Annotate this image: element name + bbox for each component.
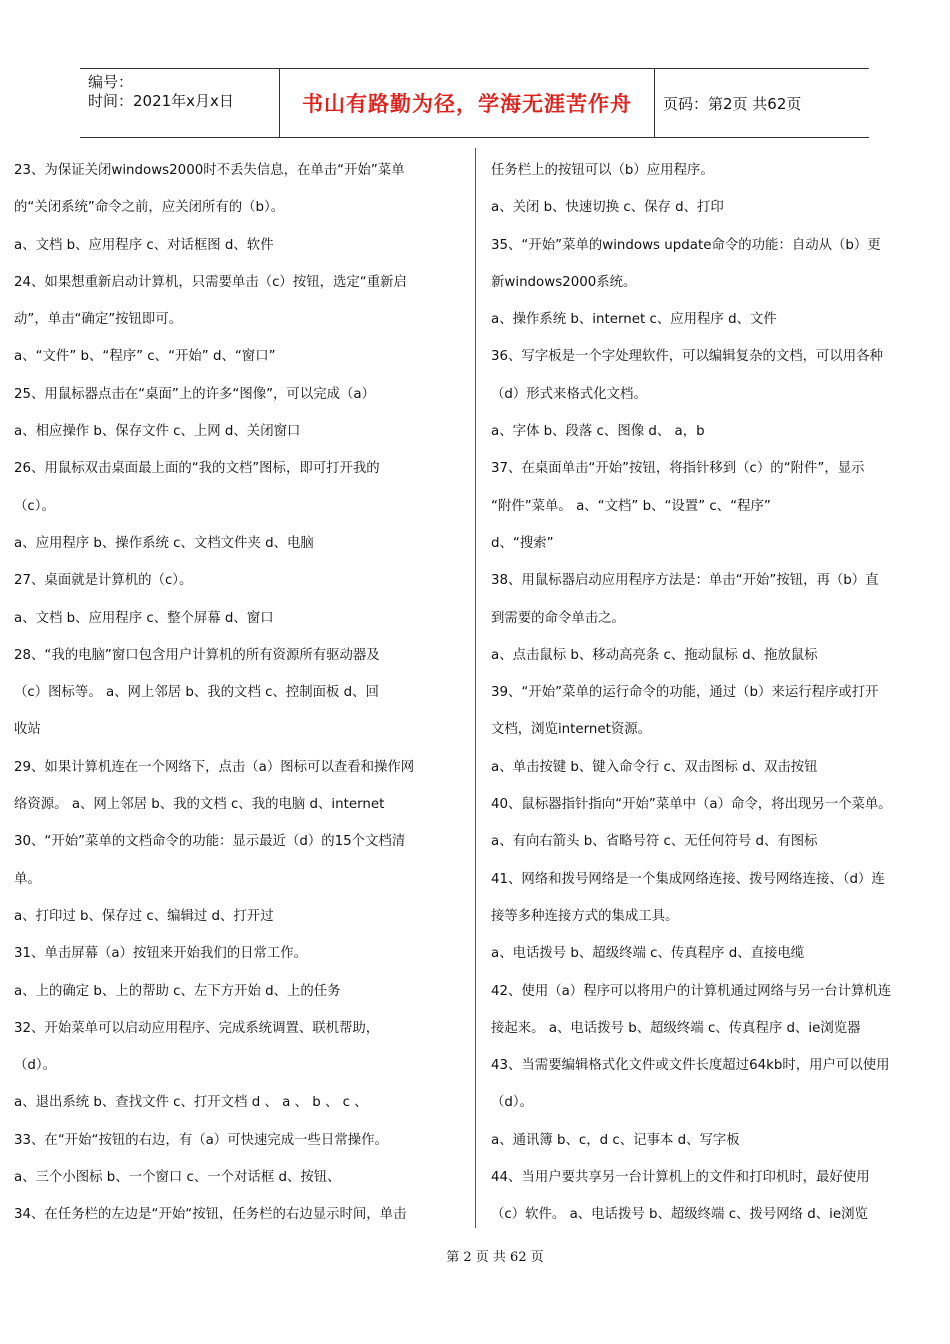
text-line: （d）形式来格式化文档。 <box>491 386 647 402</box>
text-line: 32、开始菜单可以启动应用程序、完成系统调置、联机帮助， <box>14 1020 380 1036</box>
text-line: 36、写字板是一个字处理软件，可以编辑复杂的文档，可以用各种 <box>491 349 883 365</box>
text-line: a、文档 b、应用程序 c、对话框图 d、软件 <box>14 237 274 253</box>
text-line: a、“文件” b、“程序” c、“开始” d、“窗口” <box>14 349 276 365</box>
column-divider <box>475 148 476 1228</box>
text-line: 42、使用（a）程序可以将用户的计算机通过网络与另一台计算机连 <box>491 983 892 999</box>
text-line: 络资源。 a、网上邻居 b、我的文档 c、我的电脑 d、internet <box>14 797 385 813</box>
page-header <box>80 68 869 138</box>
text-line: a、文档 b、应用程序 c、整个屏幕 d、窗口 <box>14 610 274 626</box>
text-line: 33、在“开始“按钮的右边，有（a）可快速完成一些日常操作。 <box>14 1132 388 1148</box>
text-line: a、三个小图标 b、一个窗口 c、一个对话框 d、按钮、 <box>14 1170 341 1186</box>
text-line: 23、为保证关闭windows2000时不丢失信息，在单击“开始”菜单 <box>14 163 405 178</box>
text-line: “附件”菜单。 a、“文档” b、“设置” c、“程序” <box>491 498 771 514</box>
text-line: a、点击鼠标 b、移动高亮条 c、拖动鼠标 d、拖放鼠标 <box>491 647 818 663</box>
header-meta <box>80 69 280 137</box>
text-line: 43、当需要编辑格式化文件或文件长度超过64kb时，用户可以使用 <box>491 1058 890 1074</box>
text-line: a、电话拨号 b、超级终端 c、传真程序 d、直接电缆 <box>491 946 805 962</box>
text-line: 41、网络和拨号网络是一个集成网络连接、拨号网络连接、（d）连 <box>491 871 885 887</box>
header-page-info: 页码：第2页 共62页 <box>663 94 802 113</box>
header-motto: 书山有路勤为径，学海无涯苦作舟 <box>302 91 632 116</box>
text-line: 的“关闭系统”命令之前，应关闭所有的（b）。 <box>14 200 285 216</box>
text-line: a、有向右箭头 b、省略号符 c、无任何符号 d、有图标 <box>491 834 818 850</box>
text-line: 收站 <box>14 722 41 738</box>
time-label: 时间：2021年x月x日 <box>88 92 234 110</box>
text-line: a、关闭 b、快速切换 c、保存 d、打印 <box>491 200 724 216</box>
text-line: 单。 <box>14 871 41 887</box>
text-line: a、相应操作 b、保存文件 c、上网 d、关闭窗口 <box>14 424 301 440</box>
header-page-info-cell <box>654 69 869 137</box>
text-line: 40、鼠标器指针指向“开始”菜单中（a）命令，将出现另一个菜单。 <box>491 797 892 813</box>
text-line: a、应用程序 b、操作系统 c、文档文件夹 d、电脑 <box>14 535 314 551</box>
text-line: a、操作系统 b、internet c、应用程序 d、文件 <box>491 312 777 328</box>
text-line: 29、如果计算机连在一个网络下，点击（a）图标可以查看和操作网 <box>14 759 415 775</box>
text-line: （d）。 <box>491 1095 533 1111</box>
text-line: （c）。 <box>14 498 55 514</box>
text-line: 任务栏上的按钮可以（b）应用程序。 <box>491 163 714 178</box>
text-line: d、“搜索” <box>491 535 554 551</box>
text-line: （c）软件。 a、电话拨号 b、超级终端 c、拨号网络 d、ie浏览 <box>491 1207 868 1223</box>
text-line: 34、在任务栏的左边是“开始“按钮，任务栏的右边显示时间，单击 <box>14 1207 407 1223</box>
text-line: 30、“开始”菜单的文档命令的功能：显示最近（d）的15个文档清 <box>14 834 406 850</box>
text-line: 新windows2000系统。 <box>491 274 637 290</box>
left-column <box>14 152 464 1234</box>
text-line: a、打印过 b、保存过 c、编辑过 d、打开过 <box>14 908 274 924</box>
right-column <box>491 152 939 1234</box>
text-line: 39、“开始”菜单的运行命令的功能，通过（b）来运行程序或打开 <box>491 685 879 701</box>
text-line: a、上的确定 b、上的帮助 c、左下方开始 d、上的任务 <box>14 983 341 999</box>
text-line: 接起来。 a、电话拨号 b、超级终端 c、传真程序 d、ie浏览器 <box>491 1020 861 1036</box>
number-label: 编号： <box>88 73 134 91</box>
text-line: a、退出系统 b、查找文件 c、打开文档 d 、 a 、 b 、 c 、 <box>14 1095 368 1111</box>
text-line: 27、桌面就是计算机的（c）。 <box>14 573 193 589</box>
text-line: 到需要的命令单击之。 <box>491 610 625 626</box>
text-line: 26、用鼠标双击桌面最上面的“我的文档”图标，即可打开我的 <box>14 461 380 477</box>
text-line: a、字体 b、段落 c、图像 d、 a，b <box>491 424 705 440</box>
text-line: （c）图标等。 a、网上邻居 b、我的文档 c、控制面板 d、回 <box>14 685 379 701</box>
text-line: a、单击按键 b、键入命令行 c、双击图标 d、双击按钮 <box>491 759 818 775</box>
text-line: a、通讯簿 b、c，d c、记事本 d、写字板 <box>491 1132 740 1148</box>
text-line: 31、单击屏幕（a）按钮来开始我们的日常工作。 <box>14 946 308 962</box>
text-line: 文档，浏览internet资源。 <box>491 722 652 738</box>
page-footer: 第 2 页 共 62 页 <box>446 1250 544 1265</box>
text-line: 37、在桌面单击“开始”按钮，将指针移到（c）的“附件”，显示 <box>491 461 865 477</box>
text-line: 动”，单击“确定”按钮即可。 <box>14 312 183 328</box>
text-line: 38、用鼠标器启动应用程序方法是：单击“开始”按钮，再（b）直 <box>491 573 879 589</box>
text-line: （d）。 <box>14 1058 56 1074</box>
header-motto-cell <box>280 69 655 137</box>
text-line: 28、“我的电脑”窗口包含用户计算机的所有资源所有驱动器及 <box>14 647 380 663</box>
text-line: 44、当用户要共享另一台计算机上的文件和打印机时，最好使用 <box>491 1170 870 1186</box>
text-line: 35、“开始”菜单的windows update命令的功能：自动从（b）更 <box>491 237 881 253</box>
text-line: 24、如果想重新启动计算机，只需要单击（c）按钮，选定“重新启 <box>14 274 407 290</box>
text-line: 接等多种连接方式的集成工具。 <box>491 908 679 924</box>
text-line: 25、用鼠标器点击在“桌面”上的许多“图像”，可以完成（a） <box>14 386 375 402</box>
